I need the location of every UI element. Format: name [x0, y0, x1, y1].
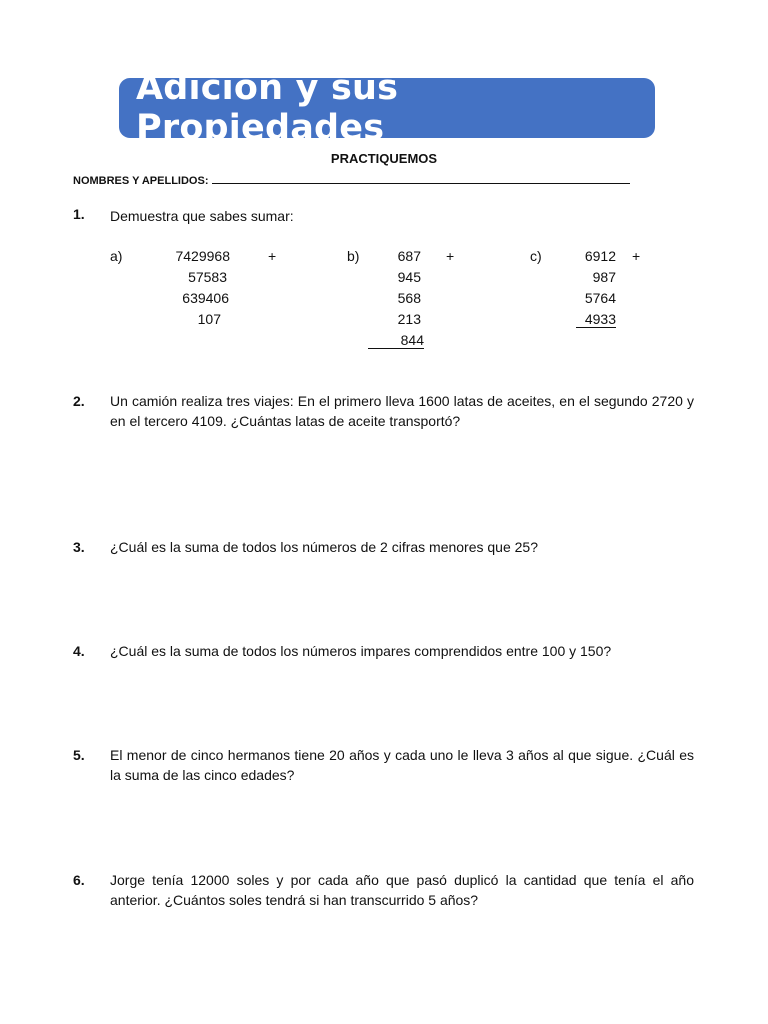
question-text: ¿Cuál es la suma de todos los números impares comprendidos entre 100 y 150? [110, 643, 612, 659]
addend-underlined: 4933 [576, 311, 616, 328]
page-title: Adición y sus Propiedades [136, 68, 399, 148]
title-banner [119, 68, 655, 148]
addend: 987 [592, 269, 616, 285]
part-label-c: c) [530, 248, 542, 264]
question-text: Demuestra que sabes sumar: [110, 208, 294, 224]
plus-sign: + [632, 248, 641, 264]
names-label: NOMBRES Y APELLIDOS: [73, 175, 209, 187]
addend: 213 [397, 311, 421, 327]
addend: 568 [397, 290, 421, 306]
addend: 687 [397, 248, 421, 264]
plus-sign: + [268, 248, 277, 264]
part-label-b: b) [347, 248, 360, 264]
addend: 57583 [188, 269, 227, 285]
question-number: 3. [73, 539, 85, 555]
section-subtitle: PRACTIQUEMOS [330, 151, 438, 166]
addend: 107 [197, 311, 221, 327]
question-number: 5. [73, 747, 85, 763]
question-text: El menor de cinco hermanos tiene 20 años y cada uno le lleva 3 años al que sigue. ¿Cuál es la suma de las cinco edades? [110, 747, 694, 783]
addend-underlined: 844 [368, 332, 424, 349]
names-blank-line [212, 173, 630, 184]
addend: 945 [397, 269, 421, 285]
addend: 7429968 [175, 248, 230, 264]
question-text: Un camión realiza tres viajes: En el primero lleva 1600 latas de aceites, en el segundo 2720 y en el tercero 4109. ¿Cuántas latas de aceite transportó? [110, 393, 694, 429]
part-label-a: a) [110, 248, 123, 264]
names-field [73, 173, 630, 187]
question-text: Jorge tenía 12000 soles y por cada año que pasó duplicó la cantidad que tenía el año anterior. ¿Cuántos soles tendrá si han transcurrido 5 años? [110, 872, 694, 908]
addend: 5764 [584, 290, 616, 306]
addend: 6912 [584, 248, 616, 264]
question-number: 2. [73, 393, 85, 409]
question-number: 6. [73, 872, 85, 888]
question-number: 4. [73, 643, 85, 659]
question-number: 1. [73, 206, 85, 222]
question-text: ¿Cuál es la suma de todos los números de 2 cifras menores que 25? [110, 539, 539, 555]
plus-sign: + [446, 248, 455, 264]
addend: 639406 [182, 290, 229, 306]
